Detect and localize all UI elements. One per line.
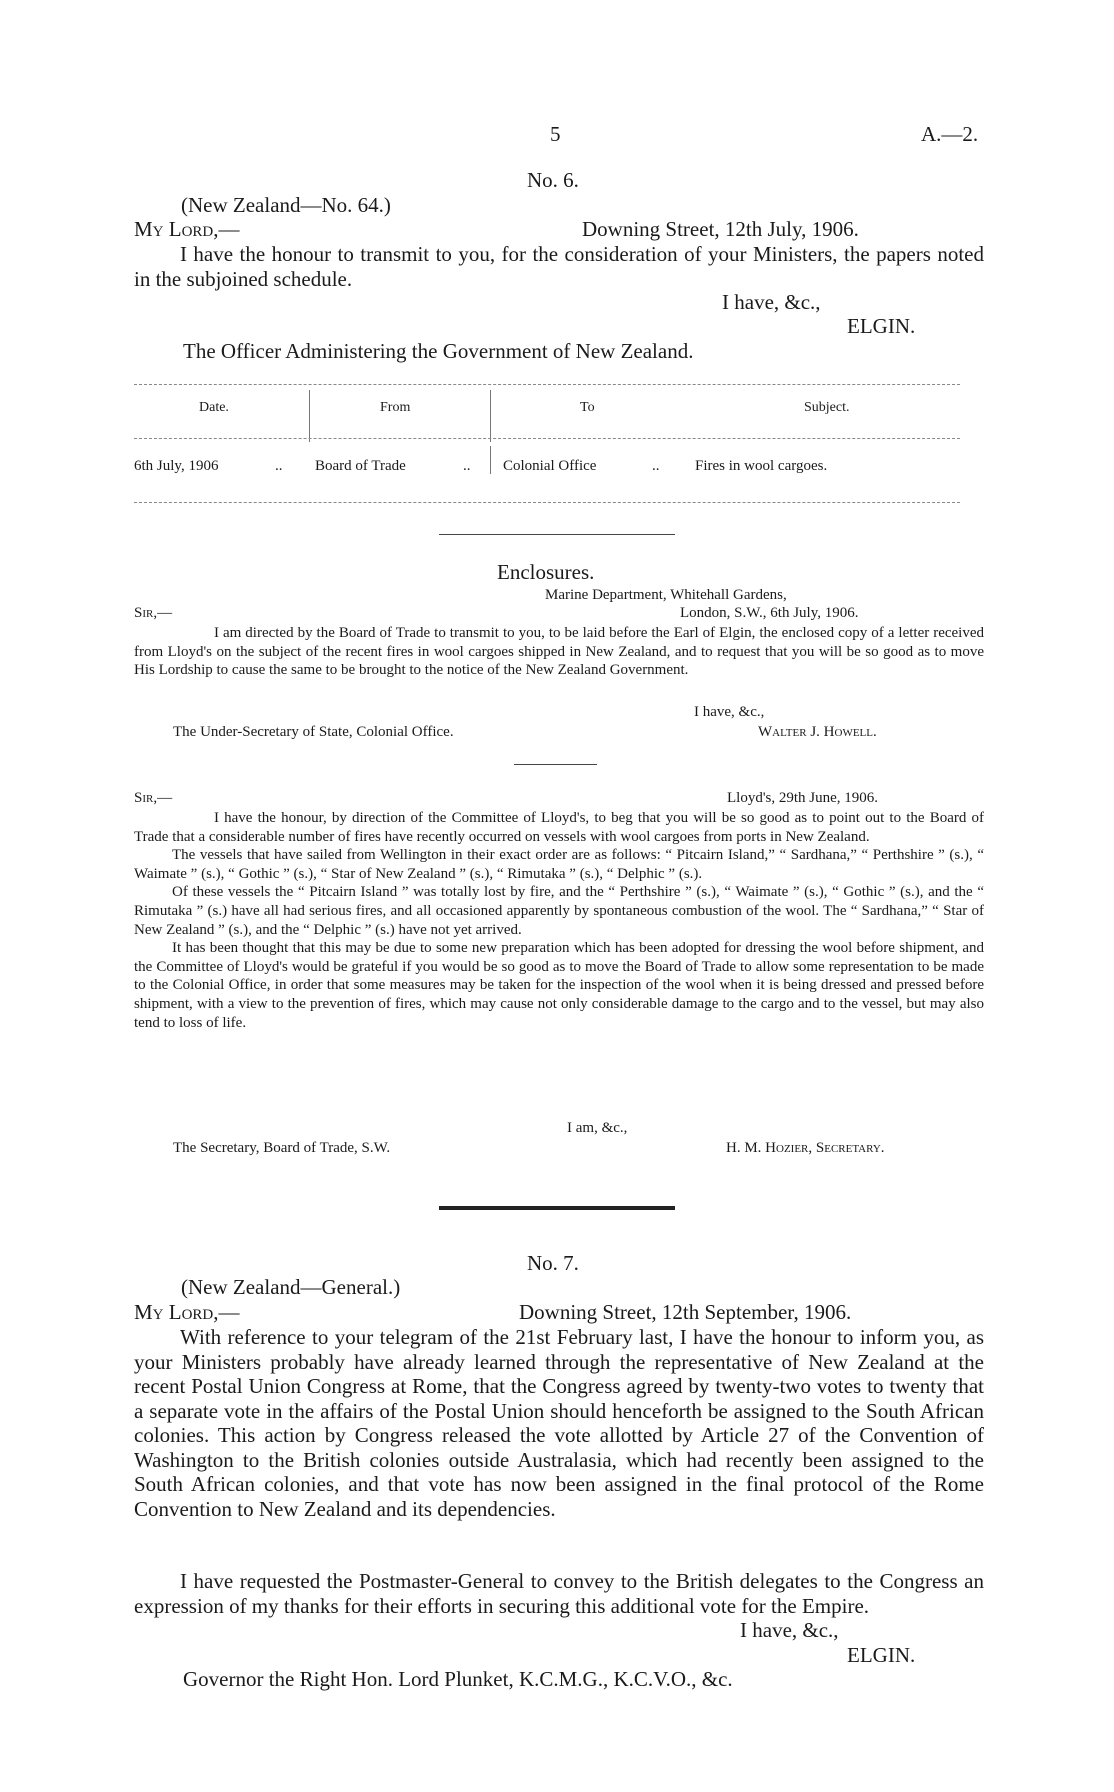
section-divider-thick <box>439 1206 675 1210</box>
letter2-body <box>134 809 984 1032</box>
schedule-header-from: From <box>380 400 411 415</box>
no6-series: (New Zealand—No. 64.) <box>181 193 391 217</box>
no6-body: I have the honour to transmit to you, for the consideration of your Ministers, the papers noted in the subjoined schedule. <box>134 242 984 291</box>
letter2-salutation: Sir,— <box>134 790 173 806</box>
letter2-paragraph: It has been thought that this may be due to some new preparation which has been adopted for dressing the wool before shipment, and the Committee of Lloyd's would be grateful if you would be so good as to move the Board of Trade to allow some representation to be made to the Colonial Office, in order that some measures may be taken for the inspection of the wool when it is being dressed and pressed before shipment, with a view to the prevention of fires, which may cause not only considerable damage to the cargo and to the vessel, but may also tend to loss of life. <box>134 940 984 1031</box>
letter1-address: Marine Department, Whitehall Gardens, <box>545 587 787 603</box>
no7-paragraph-2: I have requested the Postmaster-General to convey to the British delegates to the Congress an expression of my thanks for their efforts in securing this additional vote for the Empire. <box>134 1569 984 1618</box>
letter2-paragraph: I have the honour, by direction of the Committee of Lloyd's, to beg that you will be so good as to point out to the Board of Trade that a considerable number of fires have recently occurred on vessels with wool cargoes from ports in New Zealand. <box>134 810 984 845</box>
letter2-addressee: The Secretary, Board of Trade, S.W. <box>173 1140 391 1156</box>
schedule-leader: .. <box>463 458 471 474</box>
no7-heading: No. 7. <box>527 1251 579 1275</box>
no6-closing: I have, &c., <box>722 290 821 314</box>
schedule-header-date: Date. <box>199 400 229 415</box>
schedule-divider <box>490 390 491 442</box>
letter2-closing: I am, &c., <box>567 1120 628 1136</box>
no6-heading: No. 6. <box>527 168 579 192</box>
letter2-paragraph: The vessels that have sailed from Wellington in their exact order are as follows: “ Pitcairn Island,” “ Sardhana,” “ Perthshire ” (s.), “ Waimate ” (s.), “ Gothic ” (s.), “ Star of New Zealand ” (s.), “ Rimutaka ” (s.), “ Delphic ” (s.). <box>134 847 984 882</box>
schedule-divider <box>490 446 491 474</box>
schedule-cell-from: Board of Trade <box>315 458 406 474</box>
no7-paragraph-1: With reference to your telegram of the 21st February last, I have the honour to inform you, as your Ministers probably have already learned through the representative of New Zealand at the recent Postal Union Congress at Rome, that the Congress agreed by twenty-two votes to twenty that a separate vote in the affairs of the Postal Union should henceforth be assigned to the South African colonies. This action by Congress released the vote allotted by Article 27 of the Convention of Washington to the British colonies outside Australasia, which had recently been assigned to the South African colonies, and that vote has now been assigned in the final protocol of the Rome Convention to New Zealand and its dependencies. <box>134 1325 984 1521</box>
page-number: 5 <box>550 122 561 146</box>
enclosures-heading: Enclosures. <box>497 560 595 584</box>
schedule-cell-to: Colonial Office <box>503 458 597 474</box>
no7-closing: I have, &c., <box>740 1618 839 1642</box>
letter1-closing: I have, &c., <box>694 704 765 720</box>
no7-address-date: Downing Street, 12th September, 1906. <box>519 1300 852 1324</box>
no7-signature: ELGIN. <box>847 1643 916 1667</box>
schedule-top-rule <box>134 384 960 385</box>
letter2-signature: H. M. Hozier, Secretary. <box>726 1140 885 1156</box>
no6-salutation: My Lord,— <box>134 217 240 241</box>
letter2-address-date: Lloyd's, 29th June, 1906. <box>727 790 879 806</box>
schedule-header-to: To <box>580 400 595 415</box>
schedule-cell-date: 6th July, 1906 <box>134 458 219 474</box>
schedule-leader: .. <box>652 458 660 474</box>
schedule-bottom-rule <box>134 502 960 503</box>
letter-divider <box>514 764 597 765</box>
document-reference: A.—2. <box>921 122 979 146</box>
schedule-header-rule <box>134 438 960 439</box>
letter1-address-date: London, S.W., 6th July, 1906. <box>680 605 859 621</box>
letter1-signature: Walter J. Howell. <box>758 724 877 740</box>
schedule-divider <box>309 390 310 442</box>
no7-salutation: My Lord,— <box>134 1300 240 1324</box>
section-divider <box>439 534 675 535</box>
no7-series: (New Zealand—General.) <box>181 1275 401 1299</box>
letter1-body: I am directed by the Board of Trade to transmit to you, to be laid before the Earl of Elgin, the enclosed copy of a letter received from Lloyd's on the subject of the recent fires in wool cargoes shipped in New Zealand, and to request that you will be so good as to move His Lordship to cause the same to be brought to the notice of the New Zealand Government. <box>134 625 984 679</box>
letter1-salutation: Sir,— <box>134 605 173 621</box>
letter2-paragraph: Of these vessels the “ Pitcairn Island ” was totally lost by fire, and the “ Perthshire ” (s.), “ Waimate ” (s.), “ Gothic ” (s.), and the “ Rimutaka ” (s.) have all had serious fires, and all occasioned apparently by spontaneous combustion of the wool. The “ Sardhana,” “ Star of New Zealand ” (s.), and the “ Delphic ” (s.) have not yet arrived. <box>134 884 984 938</box>
no6-addressee: The Officer Administering the Government of New Zealand. <box>183 339 694 363</box>
no6-signature: ELGIN. <box>847 314 916 338</box>
schedule-cell-subject: Fires in wool cargoes. <box>695 458 828 474</box>
schedule-header-subject: Subject. <box>804 400 850 415</box>
no7-addressee: Governor the Right Hon. Lord Plunket, K.C.M.G., K.C.V.O., &c. <box>183 1667 733 1691</box>
letter1-addressee: The Under-Secretary of State, Colonial Office. <box>173 724 454 740</box>
no6-address-date: Downing Street, 12th July, 1906. <box>582 217 859 241</box>
schedule-leader: .. <box>275 458 283 474</box>
